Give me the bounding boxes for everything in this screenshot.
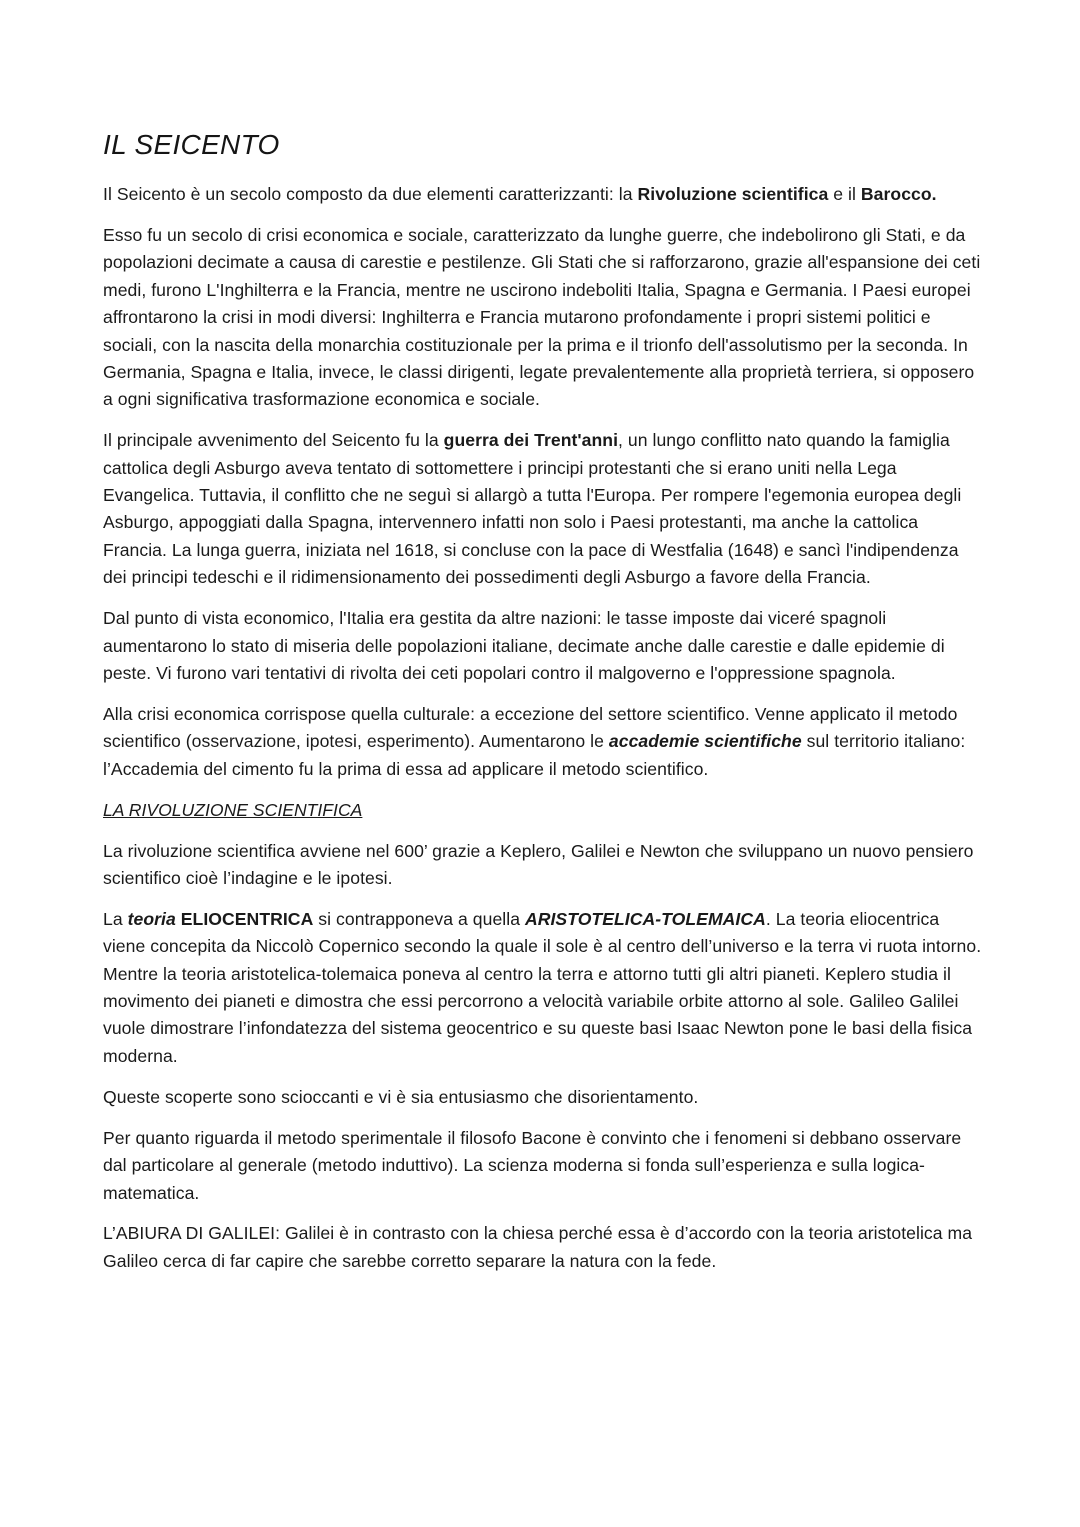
- paragraph-rivoluzione: La rivoluzione scientifica avviene nel 600’ grazie a Keplero, Galilei e Newton che sviluppano un nuovo pensiero scientifico cioè l’indagine e le ipotesi.: [103, 840, 974, 888]
- guerra-text-2: , un lungo conflitto nato quando la famiglia cattolica degli Asburgo aveva tentato di sottomettere i principi protestanti che si erano uniti nella Lega Evangelica. Tuttavia, il conflitto che ne seguì si allargò a tutta l'Europa. Per rompere l'egemonia europea degli Asburgo, appoggiati dalla Spagna, intervennero infatti non solo i Paesi protestanti, ma anche la cattolica Francia. La lunga guerra, iniziata nel 1618, si concluse con la pace di Westfalia (1648) e sancì l'indipendenza dei principi tedeschi e il ridimensionamento dei possedimenti degli Asburgo a favore della Francia.: [103, 430, 962, 588]
- paragraph-abiura-galilei: L’ABIURA DI GALILEI: Galilei è in contrasto con la chiesa perché essa è d’accordo con la teoria aristotelica ma Galileo cerca di far capire che sarebbe corretto separare la natura con la fede.: [103, 1223, 973, 1271]
- paragraph-intro: [103, 181, 983, 208]
- culturale-bold-italic-accademie: accademie scientifiche: [608, 731, 802, 752]
- teorie-bold-italic-teoria: teoria: [127, 908, 176, 929]
- paragraph-italia-economia: Dal punto di vista economico, l'Italia era gestita da altre nazioni: le tasse imposte dai viceré spagnoli aumentarono lo stato di miseria delle popolazioni italiane, decimate anche dalle carestie e dalle epidemie di peste. Vi furono vari tentativi di rivolta dei ceti popolari contro il malgoverno e l'oppressione spagnola.: [103, 608, 945, 683]
- teorie-text-1: La: [103, 908, 128, 929]
- intro-bold-barocco: Barocco.: [860, 184, 937, 204]
- paragraph-scoperte: Queste scoperte sono scioccanti e vi è sia entusiasmo che disorientamento.: [103, 1086, 699, 1107]
- paragraph-crisi-culturale: [103, 701, 983, 783]
- teorie-text-2: si contrapponeva a quella: [313, 908, 525, 929]
- guerra-bold-term: guerra dei Trent'anni: [443, 430, 619, 451]
- culturale-text-1: Alla crisi economica corrispose quella culturale: a eccezione del settore scientifico. Venne applicato il metodo scientifico (osservazione, ipotesi, esperimento). Aumentarono le: [103, 703, 958, 752]
- paragraph-teorie: [103, 906, 983, 1070]
- page-title: IL SEICENTO: [103, 129, 280, 160]
- paragraph-crisi: Esso fu un secolo di crisi economica e sociale, caratterizzato da lunghe guerre, che indebolirono gli Stati, e da popolazioni decimate a causa di carestie e pestilenze. Gli Stati che si rafforzarono, grazie all'espansione dei ceti medi, furono L'Inghilterra e la Francia, mentre ne uscirono indeboliti Italia, Spagna e Germania. I Paesi europei affrontarono la crisi in modi diversi: Inghilterra e Francia mutarono profondamente i propri sistemi politici e sociali, con la nascita della monarchia costituzionale per la prima e il trionfo dell'assolutismo per la seconda. In Germania, Spagna e Italia, invece, le classi dirigenti, legate prevalentemente alla proprietà terriera, si opposero a ogni significativa trasformazione economica e sociale.: [103, 224, 981, 410]
- teorie-bold-italic-aristotelica: ARISTOTELICA-TOLEMAICA: [524, 908, 766, 929]
- intro-bold-rivoluzione: Rivoluzione scientifica: [637, 184, 829, 204]
- section-heading-rivoluzione-scientifica: LA RIVOLUZIONE SCIENTIFICA: [103, 799, 363, 820]
- culturale-text-2: sul territorio italiano: l’Accademia del cimento fu la prima di essa ad applicare il metodo scientifico.: [103, 731, 966, 779]
- intro-text-1: Il Seicento è un secolo composto da due elementi caratterizzanti: la: [103, 184, 638, 204]
- intro-text-2: e il: [828, 184, 861, 204]
- teorie-text-3: . La teoria eliocentrica viene concepita da Niccolò Copernico secondo la quale il sole è al centro dell’universo e la terra vi ruota intorno. Mentre la teoria aristotelica-tolemaica poneva al centro la terra e attorno tutti gli altri pianeti. Keplero studia il movimento dei pianeti e dimostra che essi percorrono a velocità variabile orbite attorno al sole. Galileo Galilei vuole dimostrare l’infondatezza del sistema geocentrico e su queste basi Isaac Newton pone le basi della fisica moderna.: [103, 908, 982, 1066]
- paragraph-guerra-trentanni: [103, 427, 983, 591]
- guerra-text-1: Il principale avvenimento del Seicento fu la: [103, 430, 444, 451]
- paragraph-metodo-sperimentale: Per quanto riguarda il metodo sperimentale il filosofo Bacone è convinto che i fenomeni si debbano osservare dal particolare al generale (metodo induttivo). La scienza moderna si fonda sull’esperienza e sulla logica-matematica.: [103, 1127, 962, 1203]
- document-page: [103, 126, 983, 1289]
- teorie-bold-eliocentrica: ELIOCENTRICA: [175, 908, 314, 929]
